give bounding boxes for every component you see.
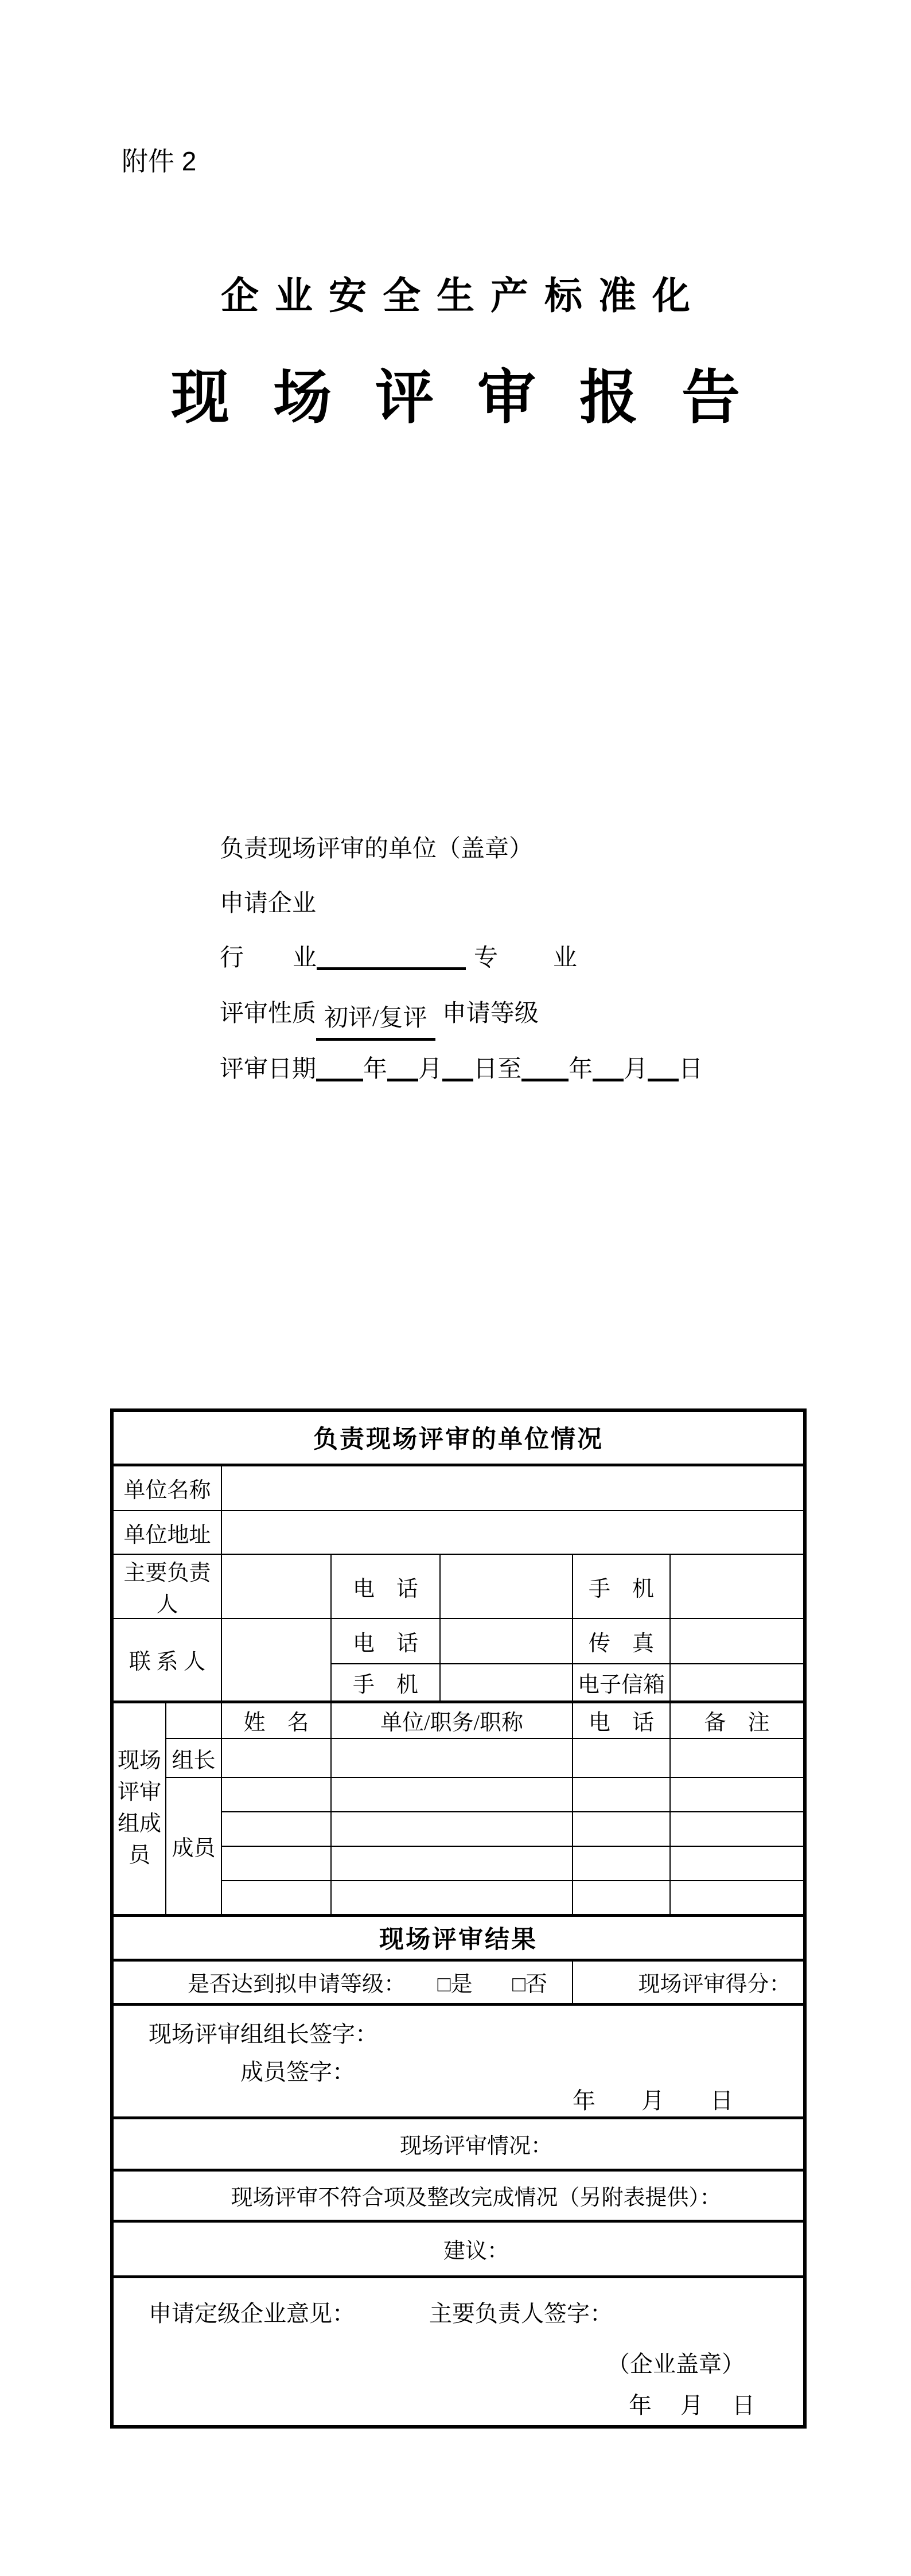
document-title-line2: 现场评审报告 (171, 365, 784, 430)
specialty-label-1: 专 (474, 945, 499, 971)
member-org-cell (331, 1777, 573, 1812)
month-label: 月 (418, 1056, 443, 1083)
leader-name-cell (221, 1738, 331, 1777)
month-label: 月 (624, 1056, 648, 1083)
team-phone-header: 电 话 (573, 1702, 670, 1738)
unit-address-label: 单位地址 (112, 1511, 221, 1554)
principal-phone-label: 电 话 (331, 1554, 440, 1618)
blank-line (521, 1052, 569, 1081)
member-org-cell (331, 1881, 573, 1915)
day-label: 日 (679, 1056, 703, 1083)
signature-row (112, 2004, 805, 2118)
member-phone-cell (573, 1881, 670, 1915)
team-group-label-line: 现场 (117, 1748, 161, 1773)
section1-header-row (112, 1410, 805, 1465)
principal-phone-value (440, 1554, 573, 1618)
member-note-cell (670, 1812, 805, 1846)
checkbox-no: □否 (512, 1972, 547, 1997)
leader-org-cell (331, 1738, 573, 1777)
suggestion-label: 建议： (112, 2221, 805, 2277)
cover-line-industry (220, 941, 577, 975)
team-header-row (112, 1702, 805, 1738)
team-group-label (112, 1702, 166, 1915)
principal-mobile-label: 手 机 (573, 1554, 670, 1618)
unit-address-value (221, 1511, 805, 1554)
principal-value (221, 1554, 331, 1618)
review-date-label: 评审日期 (220, 1056, 317, 1083)
section1-title: 负责现场评审的单位情况 (112, 1410, 805, 1465)
leader-phone-cell (573, 1738, 670, 1777)
contact-mobile-value (440, 1664, 573, 1702)
reach-grade-label: 是否达到拟申请等级： (188, 1972, 406, 1997)
principal-label: 主要负责人 (112, 1554, 221, 1618)
member-signature-label: 成员签字： (240, 2059, 355, 2085)
section2-title: 现场评审结果 (112, 1915, 805, 1960)
contact-label: 联 系 人 (112, 1618, 221, 1702)
unit-name-label: 单位名称 (112, 1465, 221, 1511)
company-opinion-row (112, 2277, 805, 2427)
cover-line-review-unit: 负责现场评审的单位（盖章） (220, 836, 534, 862)
section2-header-row (112, 1915, 805, 1960)
blank-line (316, 1052, 363, 1081)
principal-signature-label: 主要负责人签字： (429, 2300, 613, 2326)
cover-line-applicant: 申请企业 (220, 890, 317, 917)
unit-name-row (112, 1465, 805, 1511)
score-label: 现场评审得分： (638, 1972, 791, 1997)
team-member-label: 成员 (166, 1777, 221, 1915)
leader-signature-label: 现场评审组组长签字： (149, 2021, 378, 2047)
company-opinion-cell (112, 2277, 805, 2427)
unit-address-row (112, 1511, 805, 1554)
member-org-cell (331, 1846, 573, 1881)
apply-grade-label: 申请等级 (442, 1001, 539, 1027)
team-group-label-line: 员 (128, 1843, 150, 1868)
cover-line-date (220, 1052, 703, 1087)
signature-cell (112, 2004, 805, 2118)
member-name-cell (221, 1777, 331, 1812)
seal-date-label: 年 月 日 (629, 2392, 755, 2418)
review-situation-row (112, 2118, 805, 2170)
grade-result-row (112, 1960, 805, 2004)
day-label: 日 (473, 1056, 498, 1083)
contact-mobile-label: 手 机 (331, 1664, 440, 1702)
blank-line (442, 1052, 473, 1081)
principal-row (112, 1554, 805, 1618)
nonconformity-row (112, 2170, 805, 2221)
contact-phone-label: 电 话 (331, 1618, 440, 1664)
team-note-header: 备 注 (670, 1702, 805, 1738)
document-title-line1: 企业安全生产标准化 (221, 274, 706, 317)
year-label: 年 (363, 1056, 388, 1083)
unit-name-value (221, 1465, 805, 1511)
year-label: 年 (569, 1056, 593, 1083)
company-opinion-label: 申请定级企业意见： (149, 2300, 355, 2326)
score-cell (573, 1960, 805, 2004)
team-member-row (112, 1777, 805, 1812)
contact-email-value (670, 1664, 805, 1702)
principal-mobile-value (670, 1554, 805, 1618)
checkbox-yes: □是 (437, 1972, 473, 1997)
nonconformity-label: 现场评审不符合项及整改完成情况（另附表提供）： (112, 2170, 805, 2221)
team-leader-label: 组长 (166, 1738, 221, 1777)
member-org-cell (331, 1812, 573, 1846)
industry-label-1: 行 (220, 945, 244, 971)
attachment-label: 附件 2 (122, 146, 197, 176)
review-situation-label: 现场评审情况： (112, 2118, 805, 2170)
blank-line (648, 1052, 679, 1081)
member-note-cell (670, 1777, 805, 1812)
nature-value-underlined: 初评/复评 (316, 1001, 435, 1041)
team-leader-row (112, 1738, 805, 1777)
member-note-cell (670, 1846, 805, 1881)
industry-blank-line (317, 941, 466, 970)
review-report-table (110, 1408, 807, 2429)
blank-line (593, 1052, 624, 1081)
contact-email-label: 电子信箱 (573, 1664, 670, 1702)
team-group-label-line: 评审 (117, 1780, 161, 1804)
member-name-cell (221, 1812, 331, 1846)
member-name-cell (221, 1846, 331, 1881)
member-phone-cell (573, 1812, 670, 1846)
member-phone-cell (573, 1846, 670, 1881)
suggestion-row (112, 2221, 805, 2277)
contact-row-1 (112, 1618, 805, 1664)
contact-fax-value (670, 1618, 805, 1664)
team-group-label-line: 组成 (117, 1812, 161, 1836)
company-seal-label: （企业盖章） (607, 2351, 745, 2377)
specialty-label-2: 业 (553, 945, 578, 971)
leader-note-cell (670, 1738, 805, 1777)
member-name-cell (221, 1881, 331, 1915)
nature-label: 评审性质 (220, 1001, 317, 1027)
contact-phone-value (440, 1618, 573, 1664)
grade-result-cell (112, 1960, 573, 2004)
team-role-header-cell (166, 1702, 221, 1738)
contact-fax-label: 传 真 (573, 1618, 670, 1664)
blank-line (387, 1052, 418, 1081)
member-note-cell (670, 1881, 805, 1915)
signature-date-label: 年 月 日 (573, 2087, 733, 2114)
to-label: 至 (497, 1056, 522, 1083)
industry-label-2: 业 (293, 945, 317, 971)
contact-value (221, 1618, 331, 1702)
cover-line-nature (220, 997, 539, 1041)
member-phone-cell (573, 1777, 670, 1812)
team-name-header: 姓 名 (221, 1702, 331, 1738)
team-org-header: 单位/职务/职称 (331, 1702, 573, 1738)
